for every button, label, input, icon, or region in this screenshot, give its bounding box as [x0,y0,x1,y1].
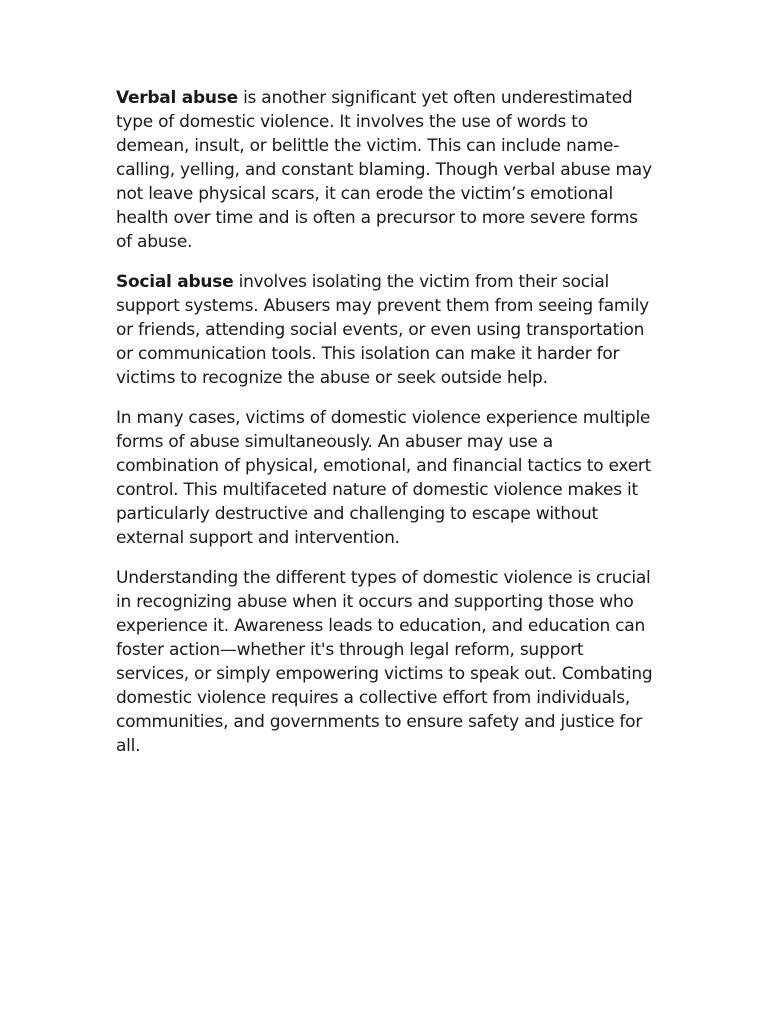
term-verbal-abuse: Verbal abuse [116,88,238,108]
paragraph-multiple-forms [116,406,656,550]
paragraph-text: is another significant yet often underestimated type of domestic violence. It involves the use of words to demean, insult, or belittle the victim. This can include name-calling, yelling, and constant blaming. Though verbal abuse may not leave physical scars, it can erode the victim’s emotional health over time and is often a precursor to more severe forms of abuse. [116,88,652,252]
paragraph-text: involves isolating the victim from their social support systems. Abusers may prevent them from seeing family or friends, attending social events, or even using transportation or communication tools. This isolation can make it harder for victims to recognize the abuse or seek outside help. [116,272,649,388]
document-page [116,86,656,774]
term-social-abuse: Social abuse [116,272,234,292]
paragraph-text: In many cases, victims of domestic violence experience multiple forms of abuse simultaneously. An abuser may use a combination of physical, emotional, and financial tactics to exert control. This multifaceted nature of domestic violence makes it particularly destructive and challenging to escape without external support and intervention. [116,408,652,548]
paragraph-verbal-abuse [116,86,656,254]
paragraph-understanding [116,566,656,758]
paragraph-text: Understanding the different types of domestic violence is crucial in recognizing abuse when it occurs and supporting those who experience it. Awareness leads to education, and education can foster action—whether it's through legal reform, support services, or simply empowering victims to speak out. Combating domestic violence requires a collective effort from individuals, communities, and governments to ensure safety and justice for all. [116,568,653,756]
paragraph-social-abuse [116,270,656,390]
